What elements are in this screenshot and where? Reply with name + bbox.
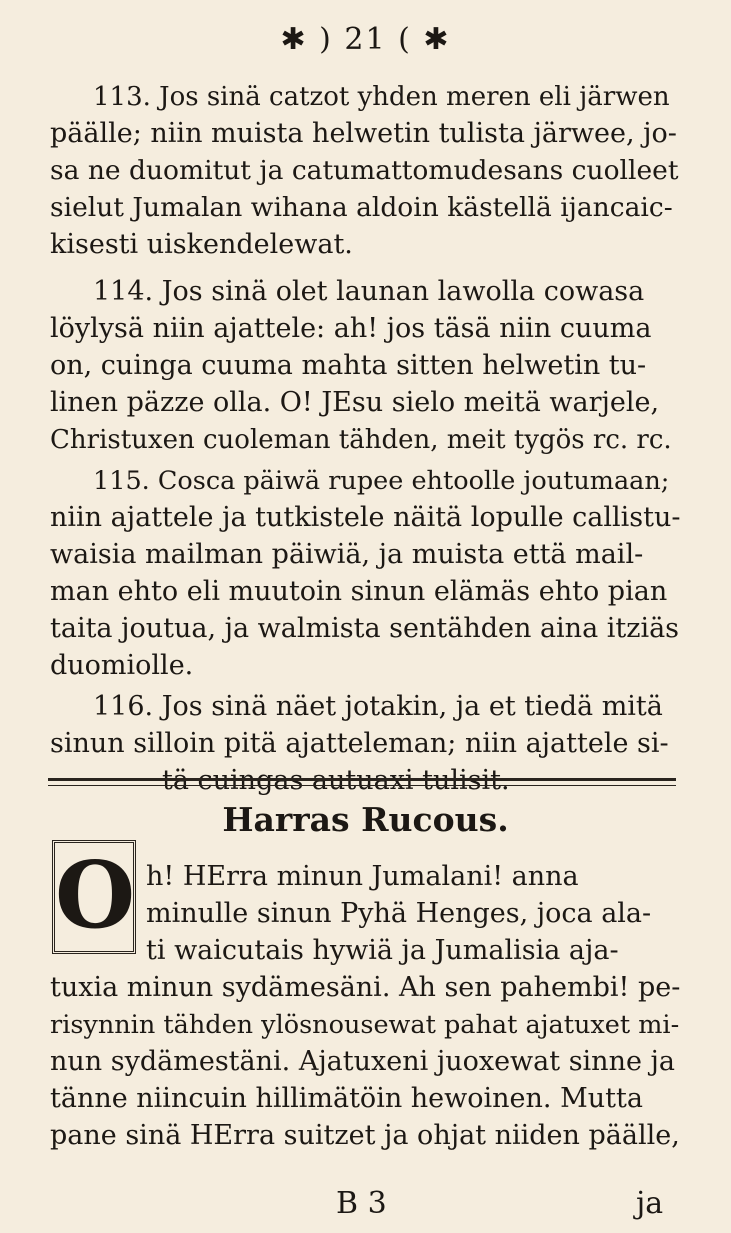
section-rule-thin xyxy=(48,785,676,786)
signature-mark: B 3 xyxy=(336,1186,387,1221)
catchword: ja xyxy=(636,1186,664,1221)
text-line: sinun silloin pitä ajatteleman; niin ajattele si- xyxy=(50,728,669,759)
text-line: löylysä niin ajattele: ah! jos täsä niin cuuma xyxy=(50,313,652,344)
text-line: man ehto eli muutoin sinun elämäs ehto pian xyxy=(50,576,668,607)
text-line: linen päzze olla. O! JEsu sielo meitä warjele, xyxy=(50,387,660,418)
text-line: sa ne duomitut ja catumattomudesans cuolleet xyxy=(50,155,679,186)
drop-cap: O xyxy=(52,840,136,954)
text-line: duomiolle. xyxy=(50,650,194,681)
prayer-line: minulle sinun Pyhä Henges, joca ala- xyxy=(146,898,652,929)
text-line: kisesti uiskendelewat. xyxy=(50,229,353,260)
prayer-line: tuxia minun sydämesäni. Ah sen pahembi! pe- xyxy=(50,972,681,1003)
prayer-line: ti waicutais hywiä ja Jumalisia aja- xyxy=(146,935,619,966)
text-line: tä cuingas autuaxi tulisit. xyxy=(162,765,510,796)
text-line: niin ajattele ja tutkistele näitä lopulle callistu- xyxy=(50,502,681,533)
text-line: waisia mailman päiwiä, ja muista että mail- xyxy=(50,539,644,570)
prayer-line: tänne niincuin hillimätöin hewoinen. Mutta xyxy=(50,1083,643,1114)
text-line: Christuxen cuoleman tähden, meit tygös rc. rc. xyxy=(50,425,672,455)
text-line: 114. Jos sinä olet launan lawolla cowasa xyxy=(93,276,645,307)
section-rule xyxy=(48,778,676,781)
text-line: 113. Jos sinä catzot yhden meren eli järwen xyxy=(93,82,670,112)
page-header: ✱ ) 21 ( ✱ xyxy=(280,22,451,57)
prayer-line: nun sydämestäni. Ajatuxeni juoxewat sinne ja xyxy=(50,1046,675,1077)
prayer-line: pane sinä HErra suitzet ja ohjat niiden päälle, xyxy=(50,1120,680,1151)
prayer-line: h! HErra minun Jumalani! anna xyxy=(146,861,579,892)
text-line: on, cuinga cuuma mahta sitten helwetin tu- xyxy=(50,350,647,381)
text-line: sielut Jumalan wihana aldoin kästellä ijancaic- xyxy=(50,192,673,223)
prayer-line: risynnin tähden ylösnousewat pahat ajatuxet mi- xyxy=(50,1010,680,1040)
text-line: 115. Cosca päiwä rupee ehtoolle joutumaan; xyxy=(93,466,670,496)
text-line: päälle; niin muista helwetin tulista järwee, jo- xyxy=(50,118,677,149)
text-line: 116. Jos sinä näet jotakin, ja et tiedä mitä xyxy=(93,691,663,722)
prayer-title: Harras Rucous. xyxy=(222,800,509,839)
text-line: taita joutua, ja walmista sentähden aina itziäs xyxy=(50,613,680,644)
